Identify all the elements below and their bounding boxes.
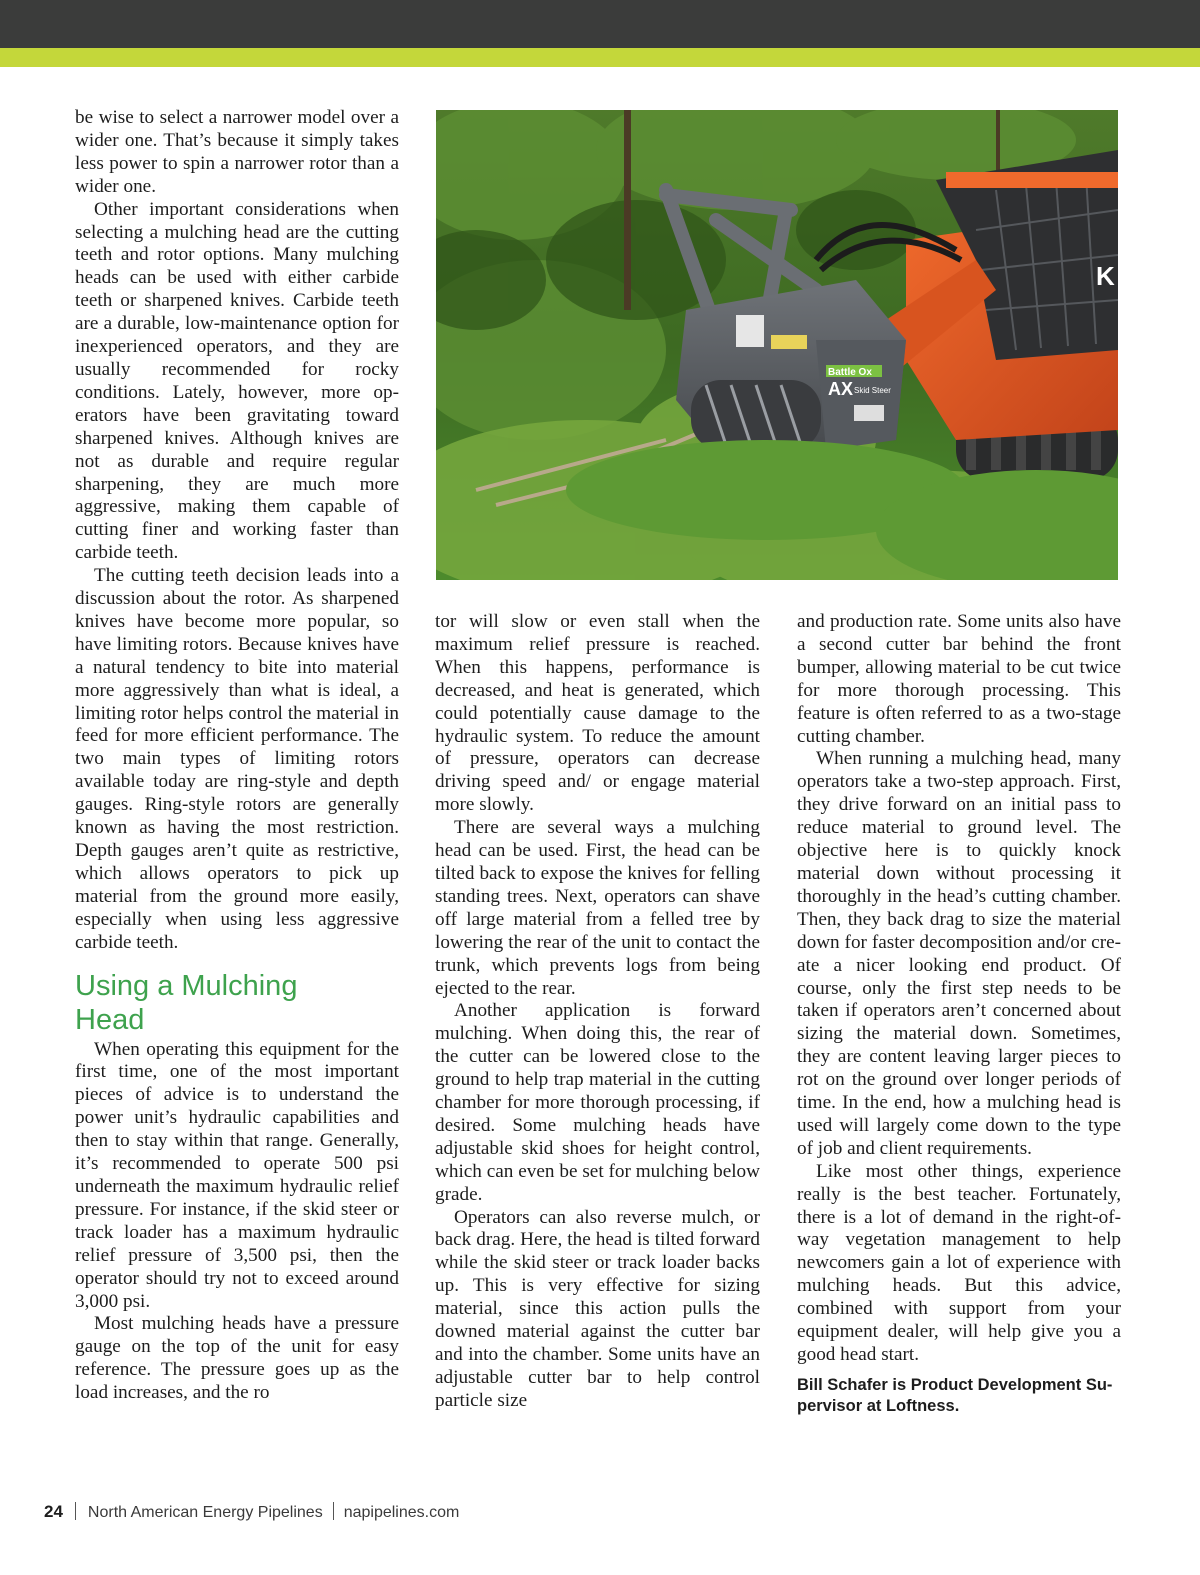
paragraph: There are several ways a mulching head can be used. First, the head can be tilted back to expose the knives for felling standing trees. Next, operators can shave off large material from a felled tree by lowering the rear of the unit to contact the trunk, which prevents logs from being ejected to the rear. (435, 817, 760, 999)
paragraph: When operating this equipment for the first time, one of the most important pieces of advice is to understand the power unit’s hydraulic capabilities and then to stay within that range. Generally, it’s recommended to operate 500 psi underneath the maximum hydraulic relief pressure. For instance, if the skid steer or track loader has a maximum hydraulic relief pressure of 3,500 psi, then the operator should try not to exceed around 3,000 psi. (75, 1038, 399, 1312)
publication-name: North American Energy Pipelines (87, 1504, 323, 1521)
page-number: 24 (44, 1502, 63, 1521)
section-heading: Using a Mulching Head (75, 969, 298, 1036)
header-accent-stripe (0, 48, 1200, 67)
mulching-head-photo (436, 110, 1118, 580)
article-column-3 (797, 611, 1121, 1417)
author-bio: Bill Schafer is Product Development Supervisor at Loftness. (797, 1375, 1113, 1415)
paragraph: Other important considerations when selecting a mulching head are the cutting teeth and rotor options. Many mulching heads can be used with either carbide teeth or sharpened knives. Carbide teeth are a durable, low-maintenance option for inexperienced operators, and they are usually recommended for rocky conditions. Lately, however, more operators have been gravitating toward sharpened knives. Although knives are not as durable and require regular sharpening, they are much more aggressive, making them capable of cutting finer and working faster than carbide teeth. (75, 198, 399, 564)
paragraph: Like most other things, experience really is the best teacher. Fortunately, there is a lot of demand in the right-of-way vegetation management to help newcomers gain a lot of experience with mulching heads. But this advice, combined with support from your equipment dealer, will help give you a good head start. (797, 1160, 1121, 1365)
loader-badge-text: K (1096, 261, 1115, 291)
head-label-type: Skid Steer (854, 386, 891, 395)
website-link[interactable]: napipelines.com (343, 1504, 460, 1521)
paragraph: The cutting teeth decision leads into a discussion about the rotor. As sharpened knives have become more popular, so have limiting rotors. Because knives have a natural tendency to bite into material more aggressively than what is ideal, a limiting rotor helps control the material in feed for more efficient performance. The two main types of limiting rotors available today are ring-style and depth gauges. Ring-style rotors are generally known as having the most restriction. Depth gauges aren’t quite as restrictive, which allows operators to pick up material from the ground more easily, especially when using less aggressive carbide teeth. (75, 565, 399, 953)
paragraph: When running a mulching head, many operators take a two-step approach. First, they drive forward on an initial pass to reduce material to ground level. The objective here is to quickly knock material down without processing it thoroughly in the head’s cutting chamber. Then, they back drag to size the material down for faster decomposition and/or create a nicer looking end product. Of course, only the first step needs to be taken if operators aren’t concerned about sizing the material down. Sometimes, they are content leaving larger pieces to rot on the ground over longer periods of time. In the end, how a mulching head is used will largely come down to the type of job and client requirements. (797, 748, 1121, 1159)
header-bar (0, 0, 1200, 48)
paragraph: Another application is forward mulching. When doing this, the rear of the cutter can be lowered close to the ground to help trap material in the cutting chamber for more thorough processing, if desired. Some mulching heads have adjustable skid shoes for height control, which can even be set for mulching below grade. (435, 1000, 760, 1205)
paragraph: Operators can also reverse mulch, or back drag. Here, the head is tilted forward while the skid steer or track loader backs up. This is very effective for sizing material, since this action pulls the downed material against the cutter bar and into the chamber. Some units have an adjustable cutter bar to help control particle size (435, 1206, 760, 1411)
paragraph: Most mulching heads have a pressure gauge on the top of the unit for easy reference. The pressure goes up as the load increases, and the ro (75, 1313, 399, 1404)
footer-divider (75, 1502, 76, 1520)
article-column-1 (75, 107, 399, 1405)
head-label-brand: Battle Ox (828, 367, 872, 378)
article-column-2 (435, 611, 760, 1413)
page-footer (44, 1502, 459, 1522)
head-label-model: AX (828, 379, 854, 399)
paragraph: be wise to select a narrower model over a wider one. That’s because it simply takes less power to spin a narrower rotor than a wider one. (75, 107, 399, 197)
paragraph: tor will slow or even stall when the maximum relief pressure is reached. When this happens, performance is decreased, and heat is generated, which could potentially cause damage to the hydraulic system. To reduce the amount of pressure, operators can decrease driving speed and/ or engage material more slowly. (435, 611, 760, 816)
paragraph: and production rate. Some units also have a second cutter bar behind the front bumper, allowing material to be cut twice for more thorough processing. This feature is often referred to as a two-stage cutting chamber. (797, 611, 1121, 747)
footer-divider (333, 1502, 334, 1520)
